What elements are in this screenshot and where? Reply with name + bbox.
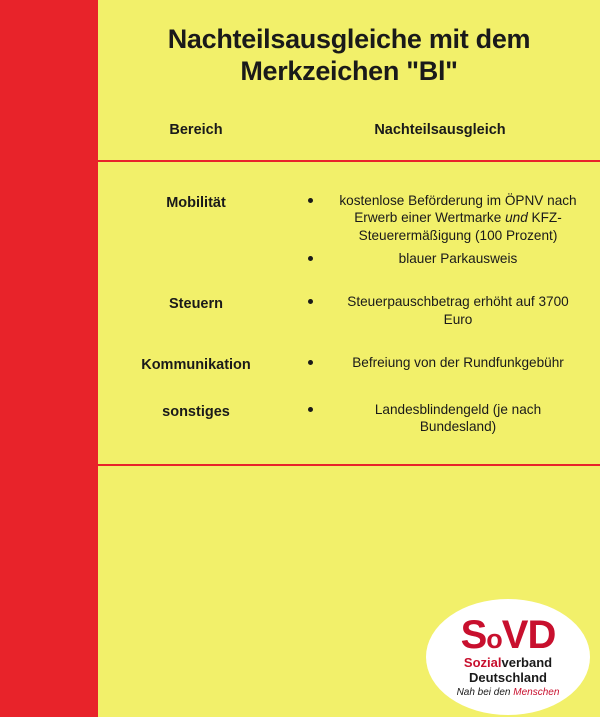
row-area-label: sonstiges [162, 403, 230, 420]
list-item-text: blauer Parkausweis [398, 250, 518, 266]
row-area-label: Kommunikation [141, 357, 251, 374]
benefits-table [98, 122, 600, 558]
list-item-text: Landesblindengeld (je nach Bundesland) [374, 401, 542, 435]
table-row [98, 293, 600, 328]
row-area-label: Mobilität [166, 194, 226, 211]
table-header-row [98, 122, 600, 160]
logo-sozial: Sozial [463, 655, 502, 670]
bullet-icon [308, 299, 313, 304]
logo-letter-s: S [460, 613, 487, 657]
bottom-spacer [98, 466, 600, 558]
logo-tagline [426, 687, 590, 698]
list-item [294, 293, 586, 328]
header-label-area: Bereich [169, 121, 223, 138]
row-area-cell [98, 192, 294, 213]
logo-verband: verband [501, 655, 553, 670]
row-area-cell [98, 354, 294, 375]
logo-line-one [426, 656, 590, 670]
page-title: Nachteilsausgleiche mit dem Merkzeichen "Bl" [167, 24, 531, 86]
benefit-list [294, 401, 586, 436]
bullet-icon [308, 360, 313, 365]
list-item [294, 250, 586, 267]
row-benefit-cell [294, 401, 600, 436]
table-row [98, 354, 600, 375]
table-row [98, 192, 600, 268]
header-label-benefit: Nachteilsausgleich [374, 121, 506, 138]
row-area-cell [98, 401, 294, 422]
list-item: kostenlose Beförderung im ÖPNV nach Erwerb einer Wertmarke und KFZ-Steuerermäßigung (100 Prozent) [294, 192, 586, 244]
benefit-list [294, 293, 586, 328]
logo-tagline-a: Nah bei den [456, 687, 514, 699]
list-item [294, 401, 586, 436]
list-item-text: Steuerpauschbetrag erhöht auf 3700 Euro [347, 294, 569, 327]
benefit-list [294, 354, 586, 371]
bullet-icon [308, 256, 313, 261]
bullet-icon [308, 198, 313, 203]
bullet-icon [308, 407, 313, 412]
logo-wordmark [426, 615, 590, 655]
benefit-list [294, 192, 586, 268]
left-accent-bar [0, 0, 98, 717]
logo-letters-vd: VD [501, 613, 556, 657]
table-row [98, 401, 600, 436]
logo-letter-o: o [486, 624, 502, 654]
sovd-logo [426, 599, 590, 715]
row-area-label: Steuern [169, 296, 223, 313]
logo-line-two: Deutschland [468, 670, 547, 686]
table-body [98, 162, 600, 464]
logo-tagline-b: Menschen [513, 687, 560, 699]
row-area-cell [98, 293, 294, 314]
list-item-text: Befreiung von der Rundfunkgebühr [352, 355, 564, 371]
header-cell-area [98, 122, 294, 138]
row-benefit-cell [294, 293, 600, 328]
list-item [294, 354, 586, 371]
row-benefit-cell [294, 192, 600, 268]
row-benefit-cell [294, 354, 600, 371]
header-cell-benefit [294, 122, 600, 138]
